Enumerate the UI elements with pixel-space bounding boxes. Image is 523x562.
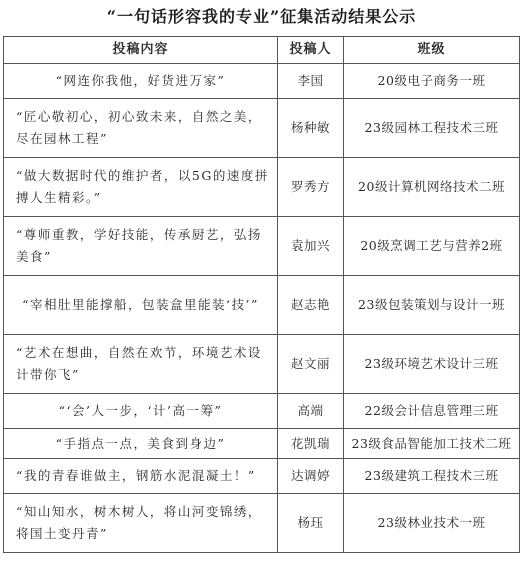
row-author: 高端	[278, 394, 344, 429]
table-row	[4, 276, 520, 335]
row-class: 23级林业技术一班	[344, 494, 520, 553]
row-author: 罗秀方	[278, 158, 344, 217]
row-author: 赵文丽	[278, 335, 344, 394]
header-author: 投稿人	[278, 37, 344, 64]
results-table	[3, 36, 520, 553]
row-content: “网连你我他，好货进万家”	[4, 64, 278, 99]
table-row	[4, 99, 520, 158]
row-class: 20级电子商务一班	[344, 64, 520, 99]
row-class: 23级环境艺术设计三班	[344, 335, 520, 394]
row-class: 23级食品智能加工技术二班	[344, 429, 520, 459]
row-author: 杨珏	[278, 494, 344, 553]
row-content: “手指点一点，美食到身边”	[4, 429, 278, 459]
table-row	[4, 459, 520, 494]
row-class: 20级烹调工艺与营养2班	[344, 217, 520, 276]
row-class: 23级园林工程技术三班	[344, 99, 520, 158]
row-content: “知山知水，树木树人，将山河变锦绣，将国土变丹青”	[4, 494, 278, 553]
table-row	[4, 394, 520, 429]
row-content: “匠心敬初心，初心致未来，自然之美，尽在园林工程”	[4, 99, 278, 158]
row-content: “做大数据时代的维护者，以5G的速度拼搏人生精彩。”	[4, 158, 278, 217]
header-class: 班级	[344, 37, 520, 64]
row-author: 袁加兴	[278, 217, 344, 276]
row-author: 达调婷	[278, 459, 344, 494]
row-author: 李国	[278, 64, 344, 99]
row-author: 杨种敏	[278, 99, 344, 158]
table-row	[4, 335, 520, 394]
document-title: “一句话形容我的专业”征集活动结果公示	[106, 7, 417, 26]
row-content: “我的青春谁做主，钢筋水泥混凝土！”	[4, 459, 278, 494]
row-class: 23级建筑工程技术三班	[344, 459, 520, 494]
table-header-row	[4, 37, 520, 64]
table-row	[4, 64, 520, 99]
row-class: 20级计算机网络技术二班	[344, 158, 520, 217]
table-row	[4, 158, 520, 217]
header-content: 投稿内容	[4, 37, 278, 64]
table-row	[4, 217, 520, 276]
row-content: “宰相肚里能撑船，包装盒里能装‘技’”	[4, 276, 278, 335]
row-author: 花凯瑞	[278, 429, 344, 459]
row-class: 22级会计信息管理三班	[344, 394, 520, 429]
row-author: 赵志艳	[278, 276, 344, 335]
row-content: “‘会’人一步，‘计’高一筹”	[4, 394, 278, 429]
table-row	[4, 429, 520, 459]
row-content: “尊师重教，学好技能，传承厨艺，弘扬美食”	[4, 217, 278, 276]
table-row	[4, 494, 520, 553]
row-content: “艺术在想曲，自然在欢节，环境艺术设计带你飞”	[4, 335, 278, 394]
row-class: 23级包装策划与设计一班	[344, 276, 520, 335]
